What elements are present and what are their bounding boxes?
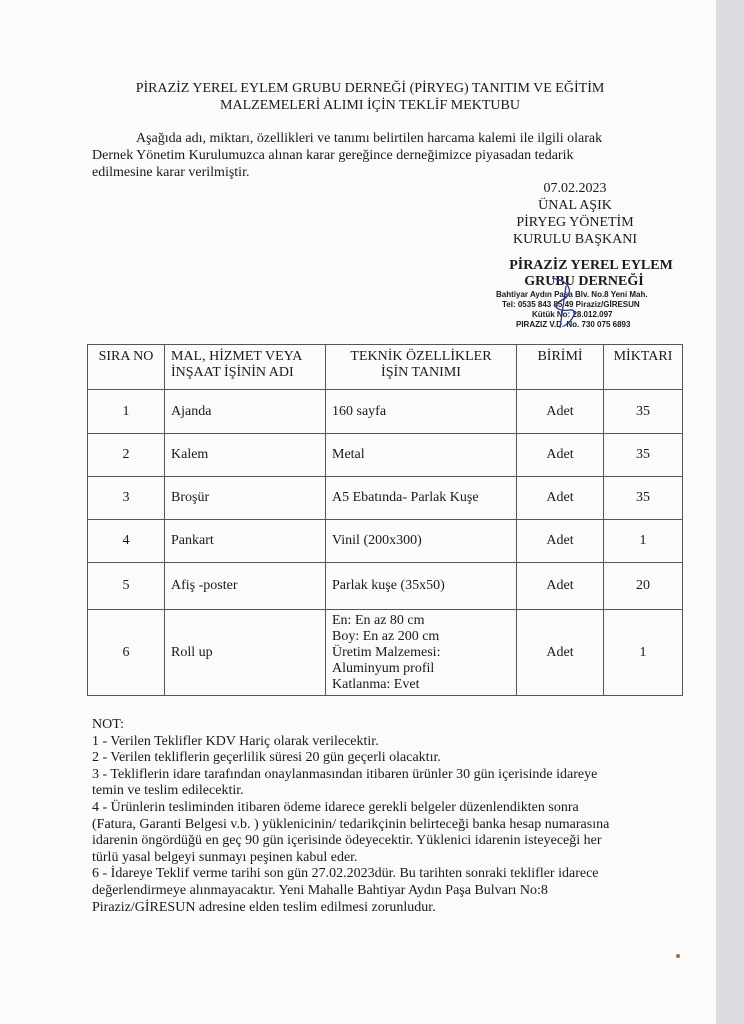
scan-edge [716,0,744,1024]
row-qty: 1 [604,520,683,563]
stamp-tax-no: PIRAZIZ V.D. No. 730 075 6893 [516,320,631,329]
note-line: Piraziz/GİRESUN adresine elden teslim edilmesi zorunludur. [92,899,436,915]
scan-speck [676,954,680,958]
row-no: 4 [88,520,165,563]
row-name: Roll up [165,610,326,696]
intro-line-2: Dernek Yönetim Kurulumuzca alınan karar gereğince derneğimizce piyasadan tedarik [92,148,574,163]
row-tech: Metal [326,434,517,477]
stamp-phone: Tel: 0535 843 85 49 Piraziz/GİRESUN [502,300,640,309]
table-row [88,610,683,696]
title-line-2: MALZEMELERİ ALIMI İÇİN TEKLİF MEKTUBU [220,98,520,113]
note-line: temin ve teslim edilecektir. [92,783,244,799]
row-name: Kalem [165,434,326,477]
note-line: değerlendirmeye alınmayacaktır. Yeni Mahalle Bahtiyar Aydın Paşa Bulvarı No:8 [92,882,548,898]
stamp-registry: Kütük No: 28.012.097 [532,310,613,319]
intro-line-3: edilmesine karar verilmiştir. [92,165,250,180]
header-qty: MİKTARI [604,345,683,390]
note-line: idarenin öngördüğü en geç 90 gün içerisinde ödeyecektir. Yüklenici idarenin isteyeceği her [92,833,602,849]
note-line: 1 - Verilen Teklifler KDV Hariç olarak verilecektir. [92,733,379,749]
header-name-line-1: MAL, HİZMET VEYA [171,349,303,364]
notes-heading: NOT: [92,717,124,732]
title-line-1: PİRAZİZ YEREL EYLEM GRUBU DERNEĞİ (PİRYEG) TANITIM VE EĞİTİM [135,81,605,96]
signature-role-2: KURULU BAŞKANI [512,232,638,247]
row-unit: Adet [517,390,604,434]
header-tech [326,345,517,390]
header-unit: BİRİMİ [517,345,604,390]
row-no: 5 [88,563,165,610]
tech-line: En: En az 80 cm [332,612,425,628]
items-table [87,344,683,696]
header-tech-line-2: İŞİN TANIMI [381,365,461,380]
stamp-address: Bahtiyar Aydın Paşa Blv. No.8 Yeni Mah. [496,290,648,299]
intro-line-1: Aşağıda adı, miktarı, özellikleri ve tanımı belirtilen harcama kalemi ile ilgili olarak [136,131,603,146]
note-line: 2 - Verilen tekliflerin geçerlilik süresi 20 gün geçerli olacaktır. [92,750,441,766]
row-tech: Parlak kuşe (35x50) [326,563,517,610]
note-line: 6 - İdareye Teklif verme tarihi son gün 27.02.2023dür. Bu tarihten sonraki teklifler idarece [92,866,599,882]
header-tech-line-1: TEKNİK ÖZELLİKLER [350,349,492,364]
table-row [88,477,683,520]
row-tech: 160 sayfa [326,390,517,434]
row-unit: Adet [517,520,604,563]
notes-section [92,717,652,916]
row-name: Afiş -poster [165,563,326,610]
tech-line: Aluminyum profil [332,660,435,676]
row-qty: 35 [604,390,683,434]
intro-paragraph [92,130,644,181]
table-row [88,434,683,477]
row-qty: 35 [604,477,683,520]
stamp-line-2: GRUBU DERNEĞİ [524,274,644,289]
header-name-line-2: İNŞAAT İŞİNİN ADI [171,365,294,380]
row-unit: Adet [517,563,604,610]
table-row [88,390,683,434]
note-line: (Fatura, Garanti Belgesi v.b. ) yüklenicinin/ tedarikçinin belirteceği banka hesap numarasına [92,816,610,832]
row-name: Ajanda [165,390,326,434]
signature-name: ÜNAL AŞIK [538,198,612,213]
header-sira: SIRA NO [88,345,165,390]
handwritten-signature [544,276,584,331]
note-line: 3 - Tekliflerin idare tarafından onaylanmasından itibaren ürünler 30 gün içerisinde idareye [92,766,598,782]
signature-date: 07.02.2023 [543,181,607,196]
row-unit: Adet [517,477,604,520]
tech-line: Üretim Malzemesi: [332,644,441,660]
header-name [165,345,326,390]
signature-block [490,180,660,248]
stamp-line-1: PİRAZİZ YEREL EYLEM [509,258,673,273]
row-unit: Adet [517,434,604,477]
note-line: türlü yasal belgeyi sunmayı peşinen kabul eder. [92,849,358,865]
row-tech: A5 Ebatında- Parlak Kuşe [326,477,517,520]
tech-line: Katlanma: Evet [332,676,420,692]
note-line: 4 - Ürünlerin tesliminden itibaren ödeme idarece gerekli belgeler düzenlendikten sonra [92,799,579,815]
row-no: 6 [88,610,165,696]
tech-line: Boy: En az 200 cm [332,628,440,644]
row-tech [326,610,517,696]
row-name: Broşür [165,477,326,520]
row-no: 2 [88,434,165,477]
row-name: Pankart [165,520,326,563]
row-no: 3 [88,477,165,520]
row-qty: 1 [604,610,683,696]
row-unit: Adet [517,610,604,696]
row-tech: Vinil (200x300) [326,520,517,563]
row-qty: 35 [604,434,683,477]
signature-role-1: PİRYEG YÖNETİM [516,215,634,230]
document-title [60,80,680,114]
table-row [88,563,683,610]
association-stamp [484,258,684,330]
row-no: 1 [88,390,165,434]
table-row [88,520,683,563]
row-qty: 20 [604,563,683,610]
